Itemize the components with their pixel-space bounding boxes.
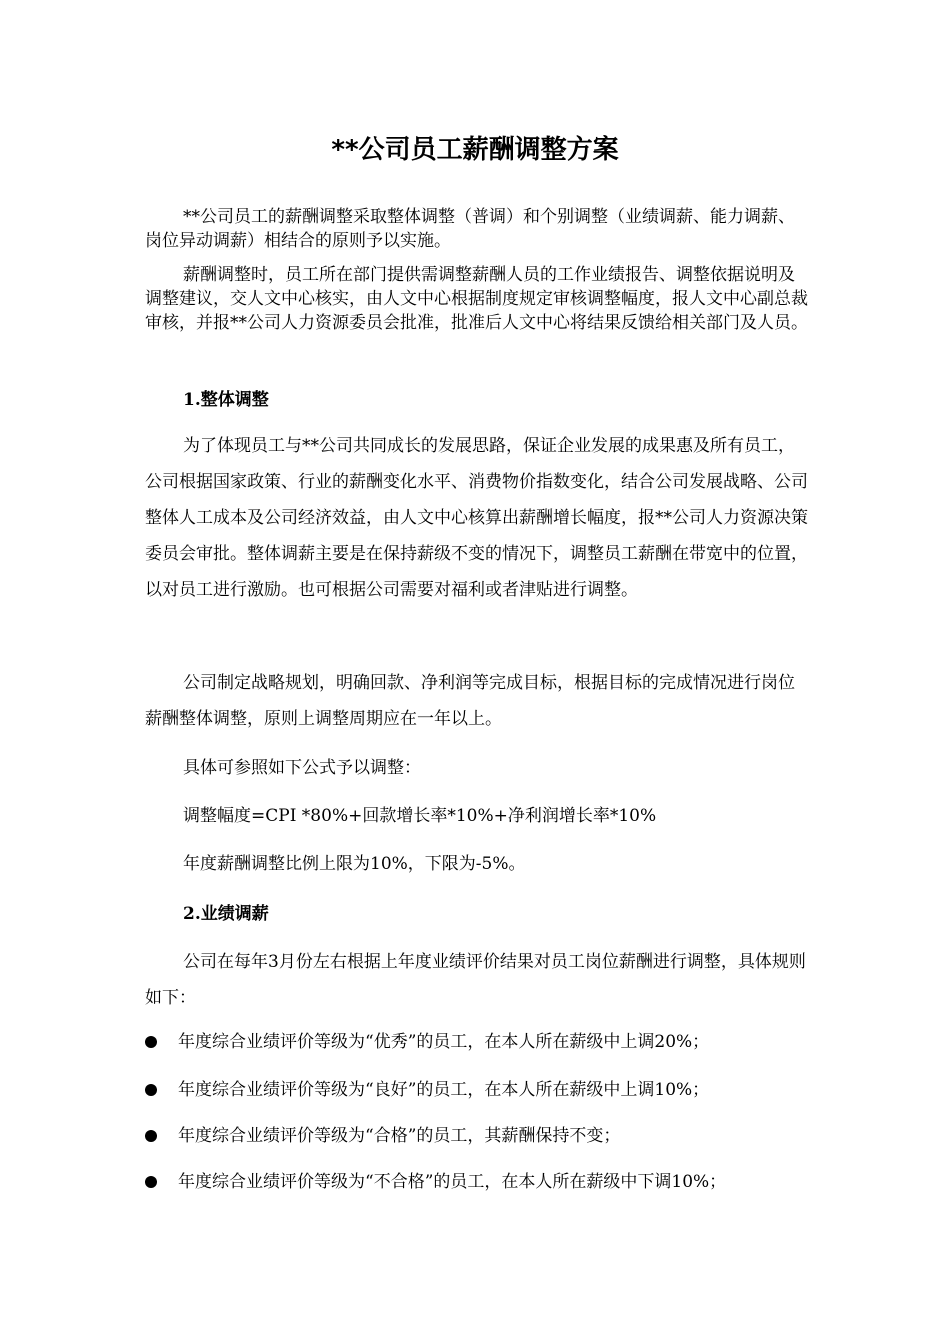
section-1-paragraph-2: 公司制定战略规划，明确回款、净利润等完成目标，根据目标的完成情况进行岗位薪酬整体调整，原则上调整周期应在一年以上。 (145, 673, 795, 729)
section-2-paragraph-1: 公司在每年3月份左右根据上年度业绩评价结果对员工岗位薪酬进行调整，具体规则如下： (145, 952, 806, 1008)
bullet-icon (145, 1130, 157, 1142)
list-item-text: 年度综合业绩评价等级为“不合格”的员工，在本人所在薪级中下调10%； (178, 1172, 727, 1192)
document-title: **公司员工薪酬调整方案 (331, 135, 619, 165)
formula: 调整幅度=CPI *80%+回款增长率*10%+净利润增长率*10% (183, 806, 657, 826)
formula-intro: 具体可参照如下公式予以调整： (183, 758, 421, 778)
bullet-icon (145, 1084, 157, 1096)
intro-paragraph-1: **公司员工的薪酬调整采取整体调整（普调）和个别调整（业绩调薪、能力调薪、岗位异动调薪）相结合的原则予以实施。 (145, 207, 795, 251)
list-item-text: 年度综合业绩评价等级为“优秀”的员工，在本人所在薪级中上调20%； (178, 1032, 710, 1052)
list-item-text: 年度综合业绩评价等级为“良好”的员工，在本人所在薪级中上调10%； (178, 1080, 710, 1100)
adjustment-limits: 年度薪酬调整比例上限为10%，下限为-5%。 (183, 854, 526, 874)
bullet-icon (145, 1036, 157, 1048)
section-1-heading: 1.整体调整 (183, 390, 269, 410)
section-1-paragraph-1: 为了体现员工与**公司共同成长的发展思路，保证企业发展的成果惠及所有员工，公司根据国家政策、行业的薪酬变化水平、消费物价指数变化，结合公司发展战略、公司整体人工成本及公司经济效益，由人文中心核算出薪酬增长幅度，报**公司人力资源决策委员会审批。整体调薪主要是在保持薪级不变的情况下，调整员工薪酬在带宽中的位置，以对员工进行激励。也可根据公司需要对福利或者津贴进行调整。 (145, 436, 808, 600)
bullet-icon (145, 1176, 157, 1188)
intro-paragraph-2: 薪酬调整时，员工所在部门提供需调整薪酬人员的工作业绩报告、调整依据说明及调整建议，交人文中心核实，由人文中心根据制度规定审核调整幅度，报人文中心副总裁审核，并报**公司人力资源委员会批准，批准后人文中心将结果反馈给相关部门及人员。 (145, 265, 808, 333)
list-item-text: 年度综合业绩评价等级为“合格”的员工，其薪酬保持不变； (178, 1126, 621, 1146)
section-2-heading: 2.业绩调薪 (183, 904, 269, 924)
